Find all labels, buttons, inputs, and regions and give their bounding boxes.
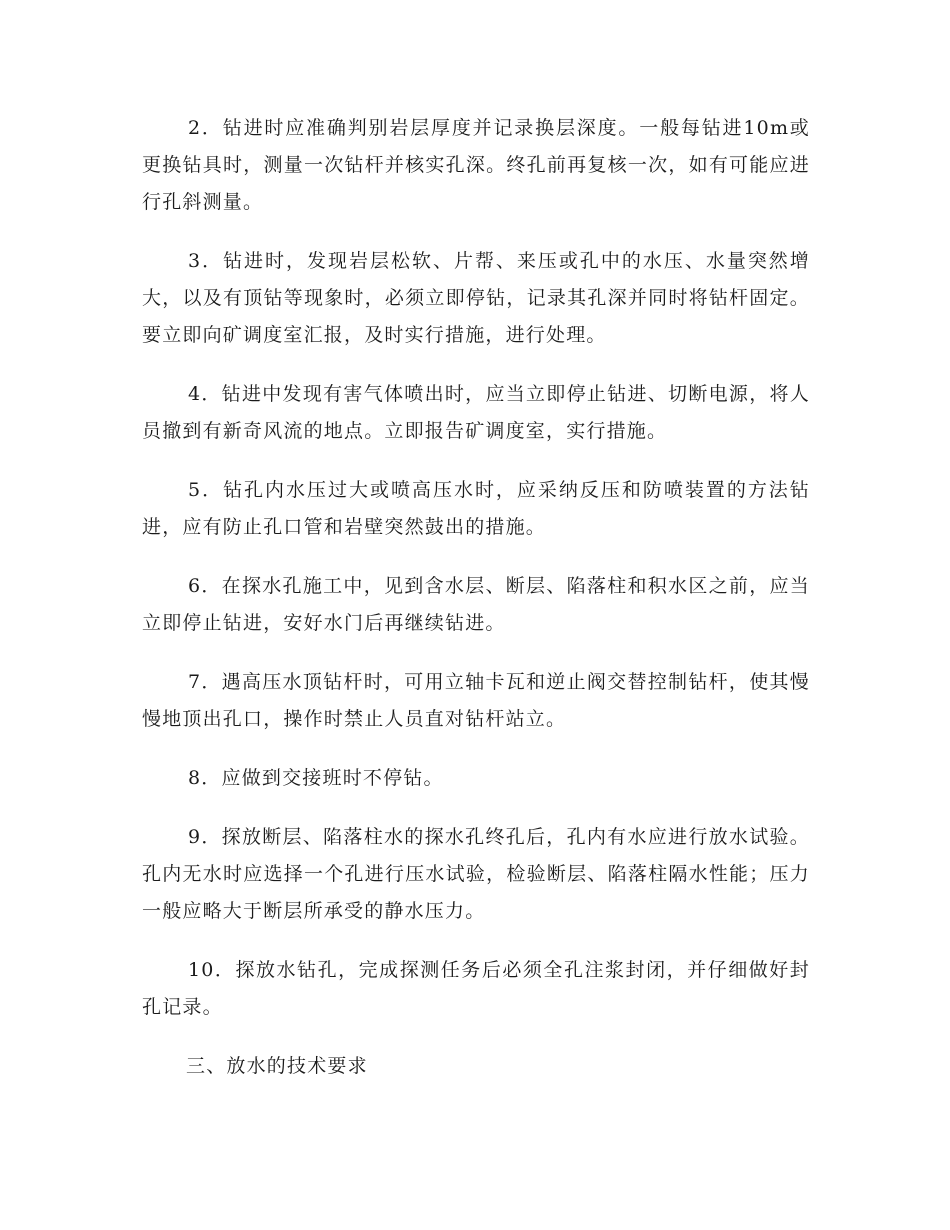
paragraph-item-10: 10．探放水钻孔，完成探测任务后必须全孔注浆封闭，并仔细做好封孔记录。: [142, 959, 810, 1018]
section-heading: 三、放水的技术要求: [186, 1055, 368, 1077]
paragraph-item-8: 8．应做到交接班时不停钻。: [188, 767, 444, 789]
paragraph-item-5: 5．钻孔内水压过大或喷高压水时，应采纳反压和防喷装置的方法钻进，应有防止孔口管和岩壁突然鼓出的措施。: [142, 479, 810, 538]
paragraph-item-9: 9．探放断层、陷落柱水的探水孔终孔后，孔内有水应进行放水试验。孔内无水时应选择一个孔进行压水试验，检验断层、陷落柱隔水性能；压力一般应略大于断层所承受的静水压力。: [142, 826, 810, 922]
paragraph-item-7: 7．遇高压水顶钻杆时，可用立轴卡瓦和逆止阀交替控制钻杆，使其慢慢地顶出孔口，操作时禁止人员直对钻杆站立。: [142, 671, 810, 730]
paragraph-item-4: 4．钻进中发现有害气体喷出时，应当立即停止钻进、切断电源，将人员撤到有新奇风流的地点。立即报告矿调度室，实行措施。: [142, 383, 810, 442]
paragraph-item-3: 3．钻进时，发现岩层松软、片帮、来压或孔中的水压、水量突然增大，以及有顶钻等现象时，必须立即停钻，记录其孔深并同时将钻杆固定。要立即向矿调度室汇报，及时实行措施，进行处理。: [142, 250, 810, 346]
paragraph-item-2: 2．钻进时应准确判别岩层厚度并记录换层深度。一般每钻进10m或更换钻具时，测量一次钻杆并核实孔深。终孔前再复核一次，如有可能应进行孔斜测量。: [142, 117, 810, 213]
paragraph-item-6: 6．在探水孔施工中，见到含水层、断层、陷落柱和积水区之前，应当立即停止钻进，安好水门后再继续钻进。: [142, 575, 810, 634]
